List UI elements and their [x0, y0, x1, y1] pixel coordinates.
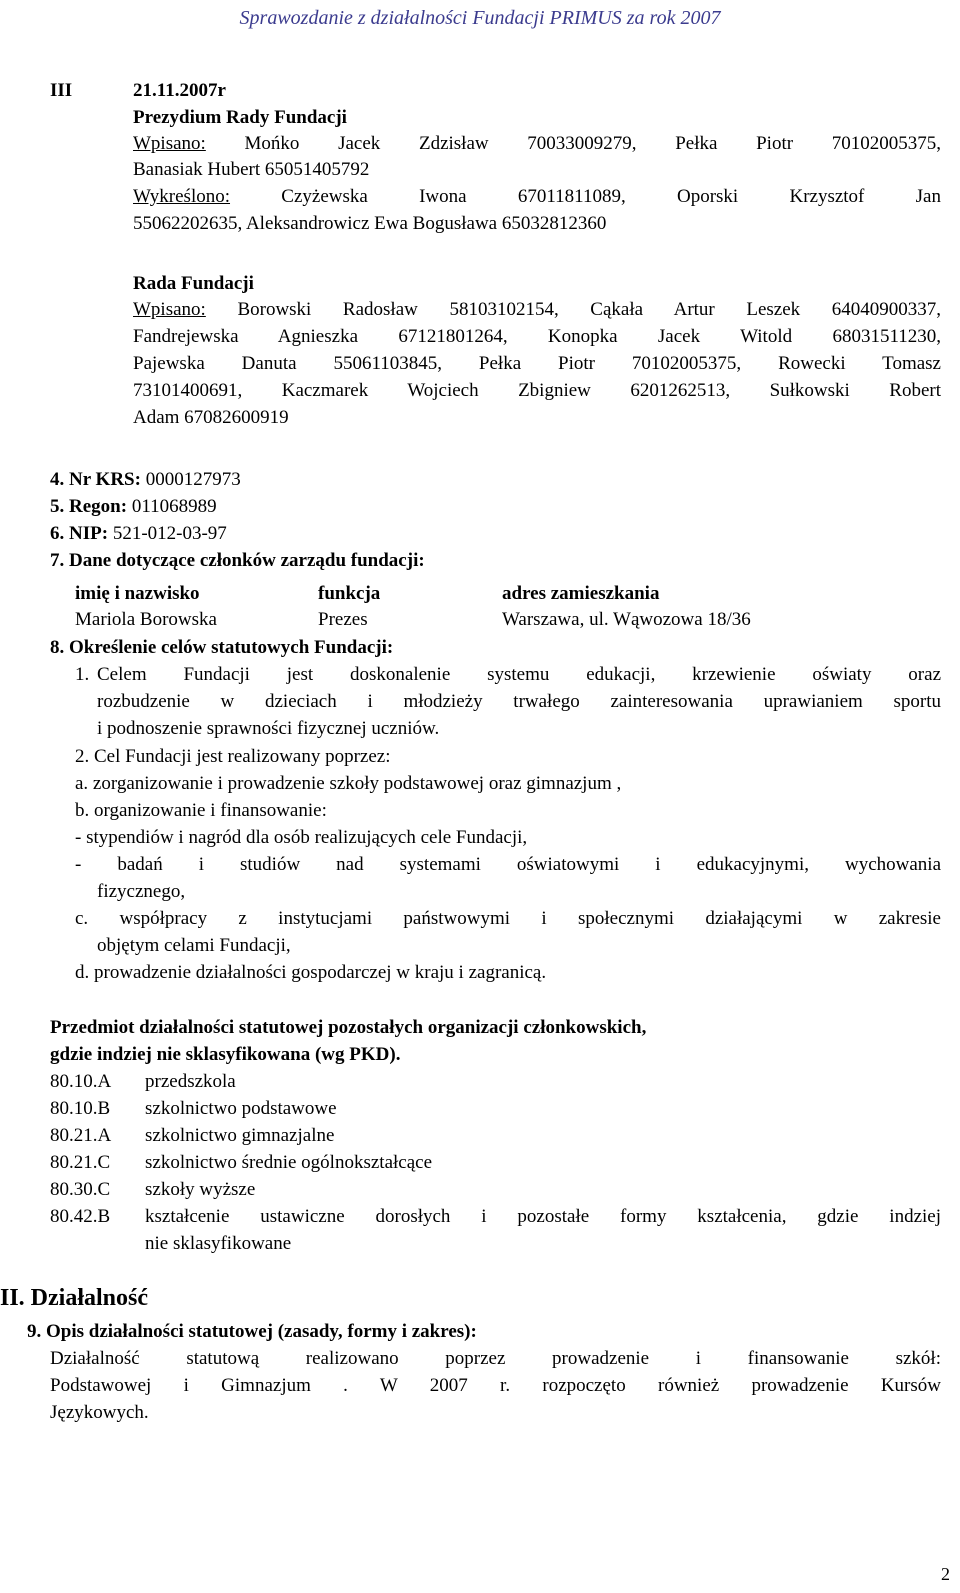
goal-c-line-1: c. współpracy z instytucjami państwowymi i społecznymi działającymi w zakresie — [75, 908, 941, 929]
council-line-2: Fandrejewska Agnieszka 67121801264, Konopka Jacek Witold 68031511230, — [133, 326, 941, 347]
goal-a: a. zorganizowanie i prowadzenie szkoły podstawowej oraz gimnazjum , — [75, 773, 622, 794]
goal-b2-line-1: - badań i studiów nad systemami oświatowymi i edukacyjnymi, wychowania — [75, 854, 941, 875]
presidium-removed-line-1 — [133, 183, 941, 211]
council-title: Rada Fundacji — [133, 273, 254, 294]
activity-line-2: Podstawowej i Gimnazjum . W 2007 r. rozpoczęto również prowadzenie Kursów — [50, 1375, 941, 1396]
board-col-function: funkcja — [318, 583, 381, 604]
pkd-title-line-1: Przedmiot działalności statutowej pozostałych organizacji członkowskich, — [50, 1017, 647, 1038]
goal-b: b. organizowanie i finansowanie: — [75, 800, 327, 821]
section-date: 21.11.2007r — [133, 80, 226, 101]
nip-line — [50, 520, 227, 548]
goal-b2-line-2: fizycznego, — [97, 881, 186, 902]
pkd-item-code: 80.21.C — [50, 1152, 111, 1173]
pkd-item-code: 80.42.B — [50, 1206, 111, 1227]
page-number: 2 — [941, 1564, 950, 1584]
council-names-1: Borowski Radosław 58103102154, Cąkała Artur Leszek 64040900337, — [237, 299, 942, 320]
krs-line — [50, 466, 241, 494]
pkd-item-desc: kształcenie ustawiczne dorosłych i pozostałe formy kształcenia, gdzie indziej — [145, 1206, 941, 1227]
entered-names: Mońko Jacek Zdzisław 70033009279, Pełka Piotr 70102005375, — [244, 133, 941, 154]
entered-label: Wpisano: — [133, 133, 206, 154]
board-col-name: imię i nazwisko — [75, 583, 200, 604]
goal-b1: - stypendiów i nagród dla osób realizujących cele Fundacji, — [75, 827, 528, 848]
pkd-item-code: 80.10.A — [50, 1071, 112, 1092]
board-title: 7. Dane dotyczące członków zarządu fundacji: — [50, 550, 425, 571]
goal-1-line-3: i podnoszenie sprawności fizycznej uczniów. — [97, 718, 440, 739]
goal-1-line-1: Celem Fundacji jest doskonalenie systemu edukacji, krzewienie oświaty oraz — [97, 664, 941, 685]
krs-value: 0000127973 — [140, 469, 241, 490]
pkd-item-desc: szkoły wyższe — [145, 1179, 256, 1200]
activity-line-3: Językowych. — [50, 1402, 149, 1423]
pkd-item-desc-continued: nie sklasyfikowane — [145, 1233, 292, 1254]
krs-label: 4. Nr KRS: — [50, 469, 141, 490]
pkd-item-code: 80.10.B — [50, 1098, 111, 1119]
presidium-entered-line-2: Banasiak Hubert 65051405792 — [133, 159, 370, 180]
regon-value: 011068989 — [127, 496, 217, 517]
council-line-3: Pajewska Danuta 55061103845, Pełka Piotr 70102005375, Rowecki Tomasz — [133, 353, 941, 374]
board-member-address: Warszawa, ul. Wąwozowa 18/36 — [502, 609, 751, 630]
nip-value: 521-012-03-97 — [108, 523, 227, 544]
regon-label: 5. Regon: — [50, 496, 128, 517]
council-line-5: Adam 67082600919 — [133, 407, 289, 428]
council-line-1 — [133, 296, 941, 324]
goal-1-number: 1. — [75, 664, 90, 685]
pkd-item-desc: szkolnictwo podstawowe — [145, 1098, 337, 1119]
nip-label: 6. NIP: — [50, 523, 109, 544]
activity-subtitle: 9. Opis działalności statutowej (zasady, formy i zakres): — [27, 1321, 477, 1342]
pkd-item-desc: szkolnictwo gimnazjalne — [145, 1125, 335, 1146]
board-member-function: Prezes — [318, 609, 368, 630]
council-line-4: 73101400691, Kaczmarek Wojciech Zbigniew 6201262513, Sułkowski Robert — [133, 380, 941, 401]
goal-2: 2. Cel Fundacji jest realizowany poprzez: — [75, 746, 391, 767]
regon-line — [50, 493, 217, 521]
presidium-title: Prezydium Rady Fundacji — [133, 107, 347, 128]
removed-names: Czyżewska Iwona 67011811089, Oporski Krzysztof Jan — [281, 186, 941, 207]
pkd-item-code: 80.21.A — [50, 1125, 112, 1146]
goal-d: d. prowadzenie działalności gospodarczej w kraju i zagranicą. — [75, 962, 547, 983]
council-entered-label: Wpisano: — [133, 299, 206, 320]
goals-title: 8. Określenie celów statutowych Fundacji: — [50, 637, 394, 658]
pkd-item-desc: przedszkola — [145, 1071, 236, 1092]
pkd-item-desc: szkolnictwo średnie ogólnokształcące — [145, 1152, 433, 1173]
section-roman: III — [50, 80, 73, 101]
pkd-item-code: 80.30.C — [50, 1179, 111, 1200]
page-header: Sprawozdanie z działalności Fundacji PRIMUS za rok 2007 — [239, 7, 721, 29]
removed-label: Wykreślono: — [133, 186, 231, 207]
goal-c-line-2: objętym celami Fundacji, — [97, 935, 291, 956]
goal-1-line-2: rozbudzenie w dzieciach i młodzieży trwałego zainteresowania uprawianiem sportu — [97, 691, 941, 712]
pkd-title-line-2: gdzie indziej nie sklasyfikowana (wg PKD). — [50, 1044, 401, 1065]
activity-section-title: II. Działalność — [0, 1285, 149, 1311]
board-member-name: Mariola Borowska — [75, 609, 217, 630]
presidium-removed-line-2: 55062202635, Aleksandrowicz Ewa Bogusława 65032812360 — [133, 213, 607, 234]
board-col-address: adres zamieszkania — [502, 583, 660, 604]
activity-line-1: Działalność statutową realizowano poprzez prowadzenie i finansowanie szkół: — [50, 1348, 941, 1369]
presidium-entered-line-1 — [133, 130, 941, 158]
